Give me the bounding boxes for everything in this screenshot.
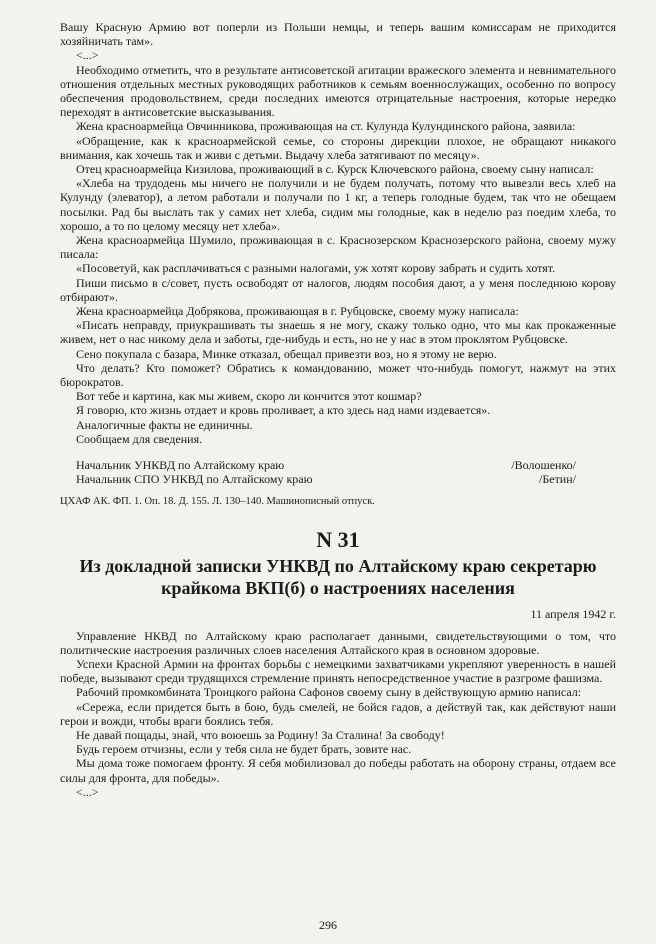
signature-name: /Бетин/ [539, 472, 576, 487]
paragraph-10: Жена красноармейца Добрякова, проживающая в г. Рубцовске, своему мужу написала: [76, 304, 519, 319]
signature-title: Начальник УНКВД по Алтайскому краю [76, 458, 285, 473]
signature-row [60, 458, 616, 472]
document-page [60, 20, 616, 799]
paragraph-13: Что делать? Кто поможет? Обратись к командованию, может что-нибудь помогут, нажмут на этих бюрократов. [60, 360, 616, 390]
paragraph-2: Необходимо отметить, что в результате антисоветской агитации вражеского элемента и невнимательного отношения отдельных местных руководящих работников к семьям военнослужащих, особенно по вопросу обеспечения продовольствием, среди последних имеются отрицательные настроения, которые нередко переходят в антисоветские высказывания. [60, 62, 616, 120]
paragraph-12: Сено покупала с базара, Минке отказал, обещал привезти воз, но я этому не верю. [76, 346, 497, 361]
paragraph-5: Отец красноармейца Кизилова, проживающий в с. Курск Ключевского района, своему сыну написал: [76, 162, 594, 177]
paragraph-14: Вот тебе и картина, как мы живем, скоро ли кончится этот кошмар? [76, 389, 422, 404]
paragraph-24: Мы дома тоже помогаем фронту. Я себя мобилизовал до победы работать на оборону страны, отдаем все силы для фронта, для победы». [60, 756, 616, 785]
document-title: Из докладной записки УНКВД по Алтайскому краю секретарю крайкома ВКП(б) о настроениях населения [79, 555, 597, 598]
omission-mark: <...> [76, 784, 99, 799]
paragraph-7: Жена красноармейца Шумило, проживающая в с. Краснозерском Краснозерского района, своему мужу писала: [60, 233, 616, 262]
paragraph-20: Рабочий промкомбината Троицкого района Сафонов своему сыну в действующую армию написал: [76, 685, 582, 700]
document-date: 11 апреля 1942 г. [530, 606, 616, 621]
signature-name: /Волошенко/ [511, 458, 576, 473]
paragraph-22: Не давай пощады, знай, что воюешь за Родину! За Сталина! За свободу! [76, 727, 445, 742]
paragraph-9: Пиши письмо в с/совет, пусть освободят от налогов, людям пособия дают, а у меня последнюю корову отбирают». [60, 275, 616, 304]
signature-row [60, 472, 616, 486]
paragraph-19: Успехи Красной Армии на фронтах борьбы с немецкими захватчиками укрепляют уверенность в нашей победе, вызывают среди трудящихся стремление принять непосредственное участие в разгроме фашизма. [60, 656, 616, 686]
document-number: N 31 [316, 526, 360, 552]
paragraph-3: Жена красноармейца Овчинникова, проживающая на ст. Кулунда Кулундинского района, заявила: [76, 119, 576, 134]
paragraph-6: «Хлеба на трудодень мы ничего не получили и не будем получать, потому что вывезли весь хлеб на Кулунду (элеватор), а летом работали и получали по 1 кг, а теперь голодные будем, так что не обещаем посылки. Рад бы выслать так у самих нет хлеба, сидим мы голодные, как в неделю раз поедим хлеба, то хорошо, а то по целому месяцу нет хлеба». [60, 176, 616, 233]
paragraph-11: «Писать неправду, приукрашивать ты знаешь я не могу, скажу только одно, что мы как прокаженные живем, нет о нас никому дела и заботы, где-нибудь и есть, но не у нас в этом проклятом Рубцовске. [60, 318, 616, 347]
paragraph-23: Будь героем отчизны, если у тебя сила не будет брать, зовите нас. [76, 742, 412, 757]
page-number: 296 [319, 918, 337, 932]
paragraph-15: Я говорю, кто жизнь отдает и кровь проливает, а кто здесь над нами издевается». [76, 403, 491, 418]
archival-source: ЦХАФ АК. ФП. 1. Оп. 18. Д. 155. Л. 130–140. Машинописный отпуск. [60, 495, 375, 507]
paragraph-18: Управление НКВД по Алтайскому краю располагает данными, свидетельствующими о том, что политические настроения различных слоев населения Алтайского края в основном здоровые. [60, 628, 616, 657]
omission-mark: <...> [76, 48, 99, 63]
signature-title: Начальник СПО УНКВД по Алтайскому краю [76, 472, 313, 487]
paragraph-4: «Обращение, как к красноармейской семье, со стороны дирекции плохое, не обращают никакого внимания, как хочешь так и живи с детьми. Выдачу хлеба затягивают по месяцу». [60, 133, 616, 162]
paragraph-16: Аналогичные факты не единичны. [76, 417, 253, 432]
paragraph-1: Вашу Красную Армию вот поперли из Польши немцы, и теперь вашим комиссарам не приходится хозяйничать там». [60, 20, 616, 49]
paragraph-21: «Сережа, если придется быть в бою, будь смелей, не бойся гадов, а действуй так, как действуют наши герои и вожди, чтобы враги бoялись тебя. [60, 699, 616, 728]
paragraph-8: «Посоветуй, как расплачиваться с разными налогами, уж хотят корову забрать и судить хотят. [76, 261, 556, 276]
paragraph-17: Сообщаем для сведения. [76, 431, 203, 446]
